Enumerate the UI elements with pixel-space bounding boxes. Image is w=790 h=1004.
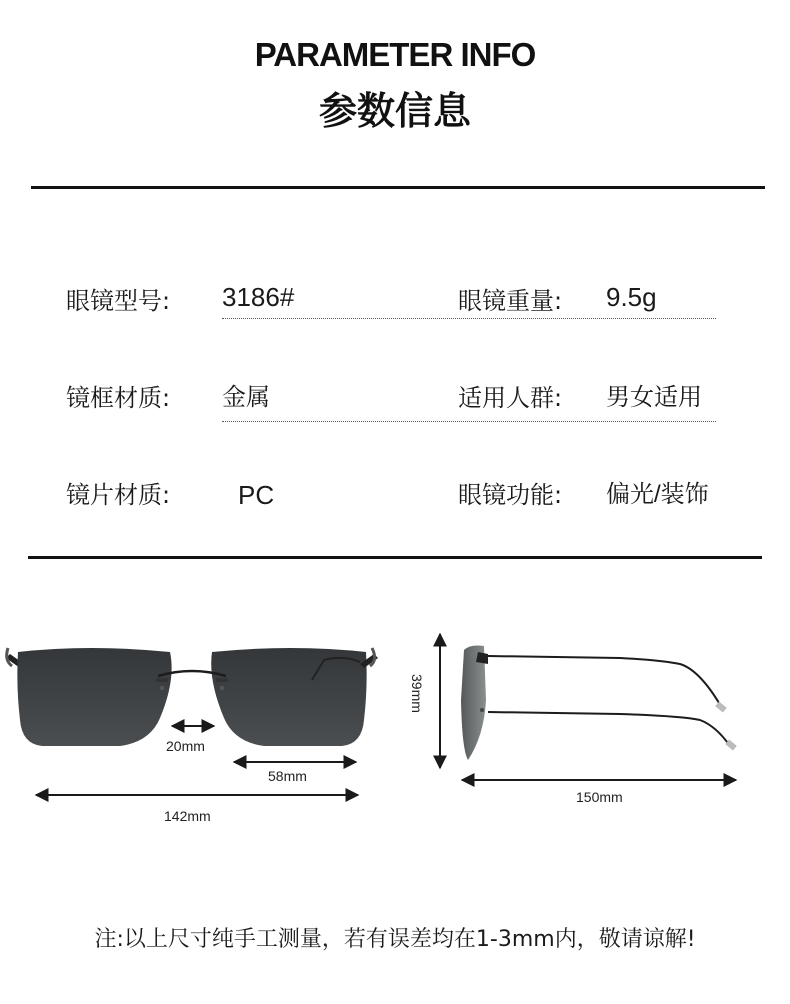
spec-value-model: 3186#: [222, 282, 295, 312]
title-chinese: 参数信息: [318, 89, 471, 133]
spec-value-weight: 9.5g: [606, 282, 657, 312]
divider-bottom: [28, 556, 762, 559]
spec-value-lens-material: PC: [238, 480, 275, 510]
spec-value-frame-material: 金属: [222, 384, 270, 411]
spec-label-model: 眼镜型号:: [66, 287, 171, 315]
spec-value-audience: 男女适用: [606, 384, 702, 411]
lens-width-dimension-label: 58mm: [268, 768, 307, 784]
spec-value-function: 偏光/装饰: [606, 481, 709, 508]
divider-top: [31, 186, 765, 189]
lens-height-dimension-label: 39mm: [409, 674, 425, 713]
dotted-underline-row-2: [222, 421, 716, 422]
spec-label-weight: 眼镜重量:: [458, 287, 563, 315]
total-width-dimension-label: 142mm: [164, 808, 211, 824]
measurement-disclaimer: 注:以上尺寸纯手工测量，若有误差均在1-3mm内，敬请谅解!: [94, 927, 696, 952]
side-view-glasses-image: [461, 646, 737, 761]
bridge-dimension-label: 20mm: [166, 738, 205, 754]
spec-label-lens-material: 镜片材质:: [66, 481, 171, 509]
dotted-underline-row-1: [222, 318, 716, 319]
spec-label-frame-material: 镜框材质:: [66, 384, 171, 412]
title-english: PARAMETER INFO: [254, 36, 536, 73]
front-view-glasses-image: [6, 648, 378, 746]
spec-label-audience: 适用人群:: [458, 384, 563, 412]
temple-length-dimension-label: 150mm: [576, 789, 623, 805]
spec-label-function: 眼镜功能:: [458, 481, 563, 509]
glasses-dimension-diagram: [0, 600, 790, 850]
